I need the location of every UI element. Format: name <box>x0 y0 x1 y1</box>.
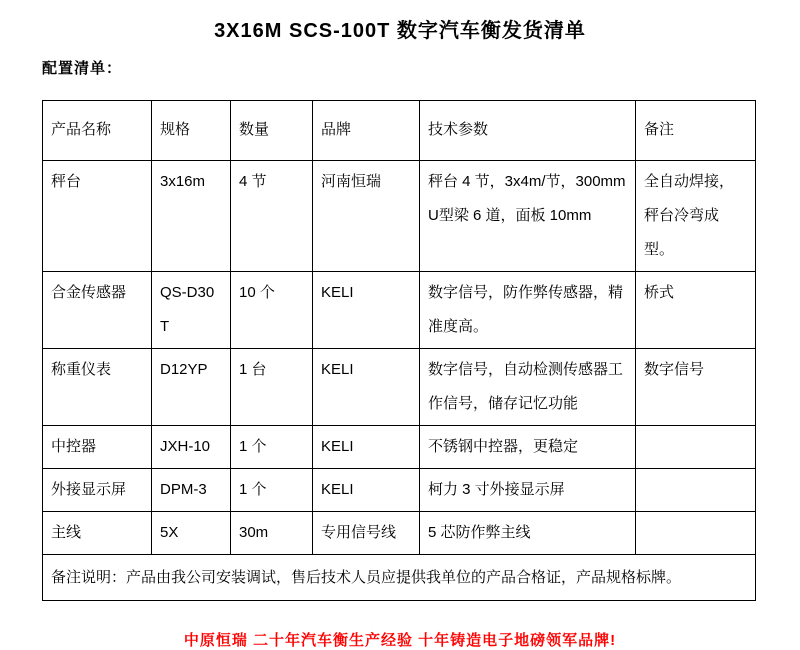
cell-quantity: 10 个 <box>231 272 313 349</box>
cell-spec: 5X <box>152 512 231 555</box>
header-tech-params: 技术参数 <box>420 101 636 161</box>
document-title: 3X16M SCS-100T 数字汽车衡发货清单 <box>214 20 586 42</box>
cell-brand: KELI <box>313 469 420 512</box>
cell-brand: 河南恒瑞 <box>313 161 420 272</box>
cell-quantity: 1 个 <box>231 426 313 469</box>
header-remark: 备注 <box>636 101 756 161</box>
cell-tech-params: 数字信号，自动检测传感器工作信号，储存记忆功能 <box>420 349 636 426</box>
config-list-label: 配置清单： <box>42 60 123 77</box>
cell-brand: KELI <box>313 426 420 469</box>
table-row-main-cable <box>43 512 756 555</box>
header-brand: 品牌 <box>313 101 420 161</box>
brand-slogan: 中原恒瑞 二十年汽车衡生产经验 十年铸造电子地磅领军品牌! <box>183 632 617 649</box>
cell-product-name: 称重仪表 <box>43 349 152 426</box>
cell-brand: KELI <box>313 272 420 349</box>
cell-remark: 桥式 <box>636 272 756 349</box>
header-product-name: 产品名称 <box>43 101 152 161</box>
cell-product-name: 秤台 <box>43 161 152 272</box>
cell-tech-params: 不锈钢中控器，更稳定 <box>420 426 636 469</box>
table-row-junction-box <box>43 426 756 469</box>
cell-spec: QS-D30T <box>152 272 231 349</box>
cell-quantity: 1 个 <box>231 469 313 512</box>
cell-spec: DPM-3 <box>152 469 231 512</box>
cell-tech-params: 柯力 3 寸外接显示屏 <box>420 469 636 512</box>
cell-product-name: 外接显示屏 <box>43 469 152 512</box>
cell-quantity: 4 节 <box>231 161 313 272</box>
cell-tech-params: 数字信号，防作弊传感器，精准度高。 <box>420 272 636 349</box>
table-row-indicator <box>43 349 756 426</box>
delivery-list-table <box>42 100 756 601</box>
cell-brand: 专用信号线 <box>313 512 420 555</box>
cell-remark: 全自动焊接，秤台冷弯成型。 <box>636 161 756 272</box>
cell-spec: D12YP <box>152 349 231 426</box>
cell-remark: 数字信号 <box>636 349 756 426</box>
cell-product-name: 主线 <box>43 512 152 555</box>
cell-product-name: 中控器 <box>43 426 152 469</box>
cell-spec: JXH-10 <box>152 426 231 469</box>
cell-tech-params: 5 芯防作弊主线 <box>420 512 636 555</box>
table-header-row <box>43 101 756 161</box>
header-quantity: 数量 <box>231 101 313 161</box>
cell-product-name: 合金传感器 <box>43 272 152 349</box>
cell-spec: 3x16m <box>152 161 231 272</box>
cell-tech-params: 秤台 4 节，3x4m/节，300mmU型梁 6 道，面板 10mm <box>420 161 636 272</box>
header-spec: 规格 <box>152 101 231 161</box>
cell-quantity: 1 台 <box>231 349 313 426</box>
cell-quantity: 30m <box>231 512 313 555</box>
cell-remark <box>636 469 756 512</box>
table-row-external-display <box>43 469 756 512</box>
remark-note-text: 备注说明：产品由我公司安装调试，售后技术人员应提供我单位的产品合格证，产品规格标牌。 <box>43 555 756 601</box>
table-row-weighbridge <box>43 161 756 272</box>
cell-remark <box>636 512 756 555</box>
cell-brand: KELI <box>313 349 420 426</box>
cell-remark <box>636 426 756 469</box>
table-row-load-cell <box>43 272 756 349</box>
table-remark-row <box>43 555 756 601</box>
